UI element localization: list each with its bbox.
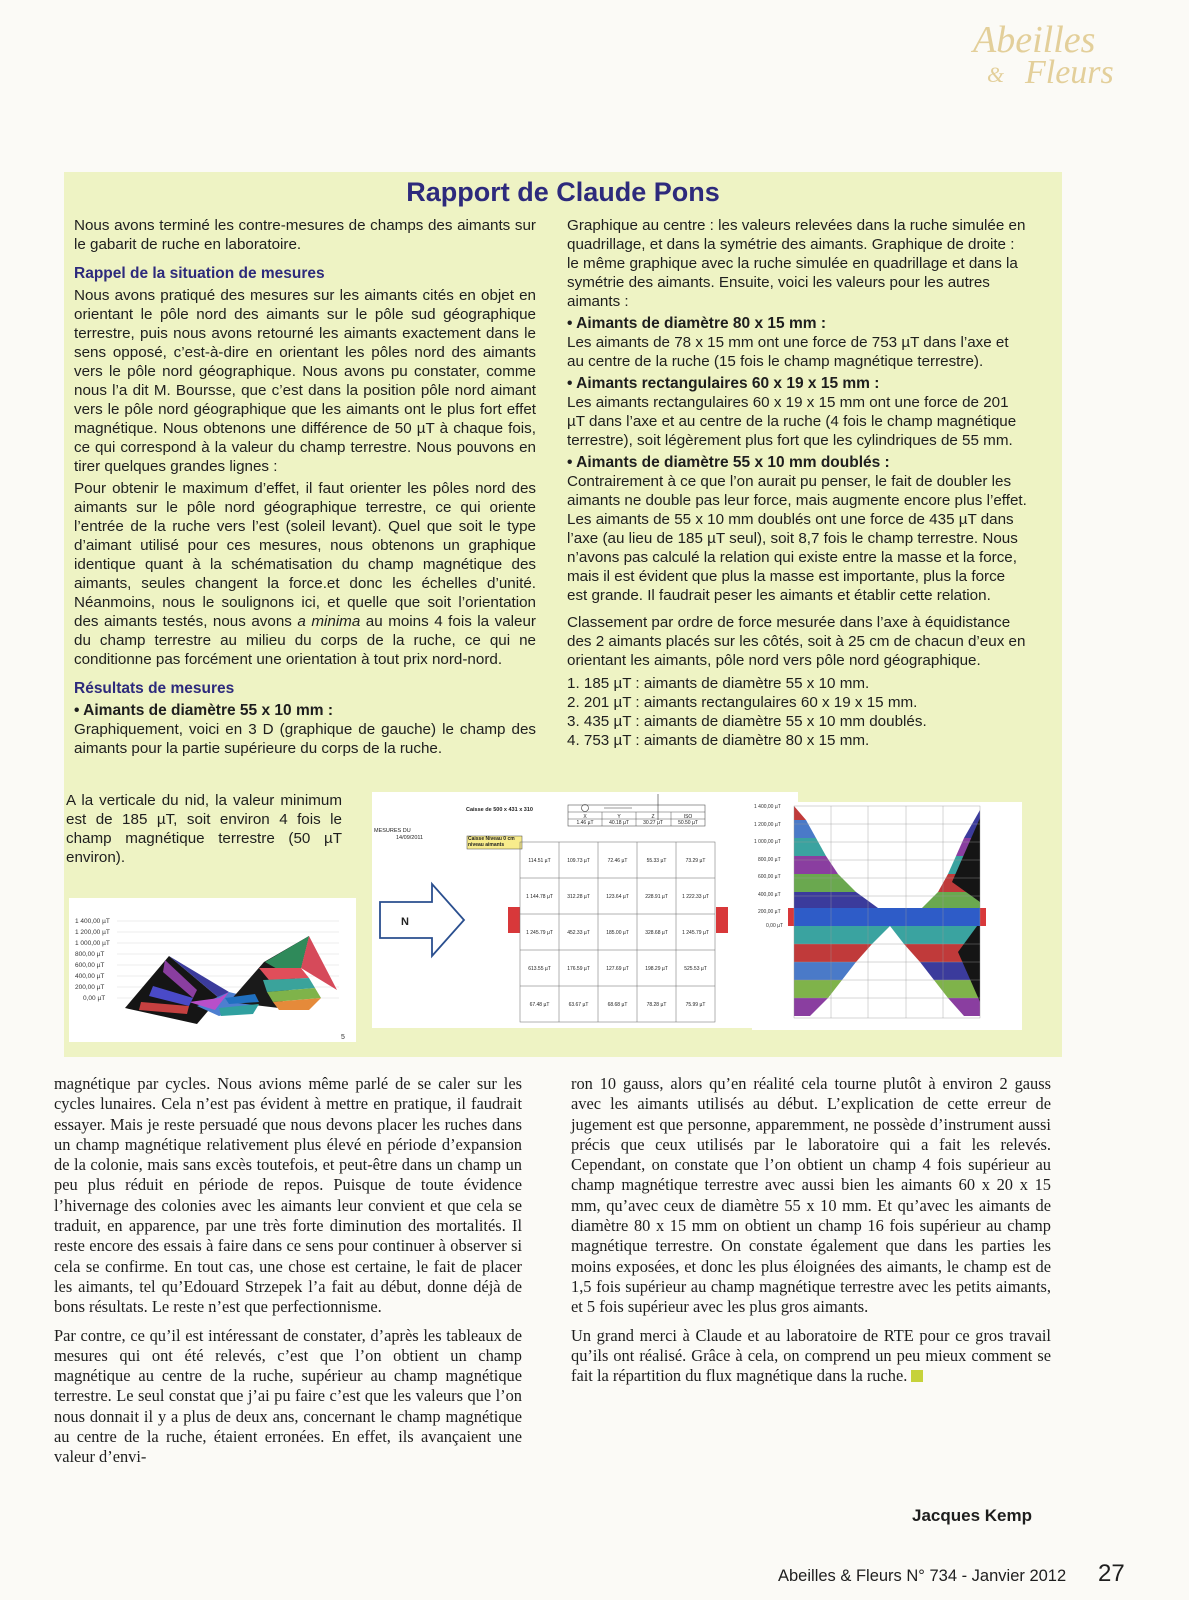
- author-signature: Jacques Kemp: [912, 1506, 1032, 1525]
- header-label: X: [583, 814, 587, 820]
- north-label: N: [401, 916, 409, 928]
- ranking-item: 2. 201 µT : aimants rectangulaires 60 x 19 x 15 mm.: [567, 694, 918, 711]
- result-rect-title: • Aimants rectangulaires 60 x 19 x 15 mm :: [567, 375, 880, 392]
- grid-cell-value: 114.51 µT: [528, 858, 551, 864]
- paragraph-rappel: Nous avons pratiqué des mesures sur les aimants cités en objet en orientant le pôle nord des aimants sur le pôle sud géographique terrestre, puis nous avons retourné les aimants exactement dans le sens opposé, c’est-à-dire en orientant les pôles nord des aimants vers le pôle nord géographique. Nous avons pu constater, comme nous l’a dit M. Boursse, que c’est dans la position pôle nord aimant vers le pôle nord géographique que les aimants ont le plus fort effet magnétique. Nous obtenons une différence de 50 µT à chaque fois, ce qui correspond à la valeur du champ terrestre. Nous pouvons en tirer quelques grandes lignes :: [74, 287, 536, 475]
- emphasis-a-minima: a minima: [297, 613, 361, 630]
- article-column-right: [571, 1074, 1051, 1394]
- y-tick-label: 0,00 µT: [83, 995, 106, 1002]
- field-bands: [788, 806, 986, 1016]
- y-tick-label: 400,00 µT: [758, 892, 781, 898]
- mesures-label: MESURES DU: [374, 828, 411, 834]
- logo-word-fleurs: Fleurs: [1025, 54, 1114, 91]
- ranking-list: [567, 674, 1029, 750]
- grid-cell-value: 525.53 µT: [684, 966, 707, 972]
- north-arrow-icon: [380, 884, 464, 956]
- grid-cell-value: 1 245.79 µT: [682, 930, 709, 936]
- ranking-item: 4. 753 µT : aimants de diamètre 80 x 15 mm.: [567, 732, 870, 749]
- logo-word-abeilles: Abeilles: [973, 19, 1096, 61]
- grid-cell-value: 1 245.79 µT: [526, 930, 553, 936]
- page-number: 27: [1098, 1560, 1125, 1587]
- surface-3d: [125, 936, 337, 1024]
- header-value: 50.50 µT: [678, 820, 698, 826]
- report-column-left: [74, 216, 536, 761]
- table-caption: Caisse de 500 x 431 x 310: [466, 807, 533, 813]
- graph-description: Graphique au centre : les valeurs relevées dans la ruche simulée en quadrillage, et dans la symétrie des aimants. Graphique de droite : le même graphique avec la ruche simulée en quadrillage et dans la symétrie des aimants. Ensuite, voici les valeurs pour les autres aimants :: [567, 217, 1026, 310]
- grid-cell-value: 63.67 µT: [568, 1002, 589, 1008]
- header-value: 40.18 µT: [609, 820, 629, 826]
- y-tick-label: 800,00 µT: [758, 857, 781, 863]
- y-tick-label: 800,00 µT: [75, 951, 105, 958]
- y-tick-label: 1 200,00 µT: [754, 822, 781, 828]
- y-tick-label: 1 200,00 µT: [75, 929, 110, 936]
- result-double-text: Contrairement à ce que l’on aurait pu penser, le fait de doubler les aimants ne double pas leur force, mais augmente encore plus l’effet. Les aimants de 55 x 10 mm doublés ont une force de 435 µT dans l’axe (au lieu de 185 µT seul), soit 8,7 fois le champ terrestre. Nous n’avons pas calculé la relation qui existe entre la masse et la force, mais il est évident que plus la masse est importante, plus la force est grande. Il faudrait peser les aimants et établir cette relation.: [567, 473, 1027, 604]
- paragraph-orientation-b: au moins 4 fois la valeur du champ terrestre au milieu du corps de la ruche, ce qui ne conditionne pas forcément une orientation à tout prix nord-nord.: [74, 613, 536, 668]
- graph-table-center: [372, 792, 798, 1028]
- header-value: 1.46 µT: [576, 820, 594, 826]
- y-tick-label: 400,00 µT: [75, 973, 105, 980]
- y-tick-label: 600,00 µT: [758, 874, 781, 880]
- result-55x10-note: [66, 791, 342, 870]
- y-tick-label: 1 400,00 µT: [754, 804, 781, 810]
- header-label: Y: [617, 814, 621, 820]
- article-paragraph: magnétique par cycles. Nous avions même parlé de se caler sur les cycles lunaires. Cela n’est pas évident à mettre en pratique, il faudrait essayer. Mais je reste persuadé que nous devons placer les ruches dans un champ magnétique relativement plus élevé en période d’expansion de la colonie, mais sans excès toutefois, et peut-être dans un champ un peu plus réduit en période de repos. Puisque de toute évidence l’hivernage des colonies avec les aimants leur convient et que cela se traduit, en apparence, par une très forte diminution des mortalités. Il reste encore des essais à faire dans ce sens pour continuer à observer si cela se confirme. En tout cas, une chose est certaine, le fait de placer les aimants, tel qu’Edouard Strzepek l’a fait au début, donne déjà de bons résultats. Le reste n’est que perfectionnisme.: [54, 1074, 522, 1317]
- graph-3d-left: [69, 898, 356, 1042]
- report-column-right: [567, 216, 1029, 750]
- result-80x15-title: • Aimants de diamètre 80 x 15 mm :: [567, 315, 826, 332]
- grid-cell-value: 75.99 µT: [685, 1002, 706, 1008]
- article-paragraph: [571, 1326, 1051, 1387]
- magazine-logo: [965, 18, 1135, 98]
- article-column-left: [54, 1074, 522, 1476]
- intro-paragraph: Nous avons terminé les contre-mesures de champs des aimants sur le gabarit de ruche en laboratoire.: [74, 217, 536, 253]
- legend-text: Caisse Niveau 0 cm niveau aimants: [468, 836, 515, 848]
- end-square-icon: [911, 1370, 923, 1382]
- y-tick-label: 1 400,00 µT: [75, 918, 110, 925]
- result-80x15-text: Les aimants de 78 x 15 mm ont une force de 753 µT dans l’axe et au centre de la ruche (15 fois le champ magnétique terrestre).: [567, 334, 1009, 370]
- grid-cell-value: 613.55 µT: [528, 966, 551, 972]
- y-tick-label: 0,00 µT: [766, 923, 784, 929]
- grid-cell-value: 127.69 µT: [606, 966, 629, 972]
- grid-cell-value: 228.91 µT: [645, 894, 668, 900]
- article-paragraph: ron 10 gauss, alors qu’en réalité cela tourne plutôt à environ 2 gauss avec les aimants utilisés au début. L’explication de cette erreur de jugement est que personne, apparemment, ne possède d’instrument aussi précis que ceux utilisés par le laboratoire qui a fait les relevés. Cependant, on constate que l’on obtient un champ 4 fois supérieur au champ magnétique terrestre avec aussi bien les aimants 60 x 20 x 15 mm, qu’avec ceux de diamètre 55 x 10 mm. Et qu’avec les aimants de diamètre 80 x 15 mm on obtient un champ 16 fois supérieur au champ magnétique terrestre. On constate également que dans les parties les moins exposées, et donc les plus éloignées des aimants, le champ est de 1,5 fois supérieur au champ magnétique terrestre avec les petits aimants, et 5 fois supérieur avec les plus gros aimants.: [571, 1074, 1051, 1317]
- result-rect-text: Les aimants rectangulaires 60 x 19 x 15 mm ont une force de 201 µT dans l’axe et au centre de la ruche (4 fois le champ magnétique terrestre), soit légèrement plus fort que les cylindriques de 55 mm.: [567, 394, 1017, 449]
- logo-ampersand: &: [987, 62, 1005, 87]
- grid-cell-value: 73.29 µT: [685, 858, 706, 864]
- article-closing-text: Un grand merci à Claude et au laboratoire de RTE pour ce gros travail qu’ils ont réalisé. Grâce à cela, on comprend un peu mieux comment se fait la répartition du flux magnétique dans la ruche.: [571, 1325, 1051, 1386]
- result-55x10-title: • Aimants de diamètre 55 x 10 mm :: [74, 702, 333, 719]
- header-value: 30.27 µT: [643, 820, 663, 826]
- grid-cell-value: 78.28 µT: [646, 1002, 667, 1008]
- heading-resultats: Résultats de mesures: [74, 680, 235, 697]
- grid-cell-value: 312.28 µT: [567, 894, 590, 900]
- magnet-left: [508, 907, 520, 933]
- result-55x10-minimum: A la verticale du nid, la valeur minimum est de 185 µT, soit environ 4 fois le champ magnétique terrestre (50 µT environ).: [66, 792, 342, 866]
- grid-cell-value: 328.68 µT: [645, 930, 668, 936]
- grid-cell-value: 68.68 µT: [607, 1002, 628, 1008]
- y-tick-label: 1 000,00 µT: [754, 839, 781, 845]
- magnet-right: [716, 907, 728, 933]
- y-tick-label: 600,00 µT: [75, 962, 105, 969]
- grid-cell-value: 185.00 µT: [606, 930, 629, 936]
- paragraph-orientation: [74, 479, 536, 669]
- header-label: ISO: [683, 814, 693, 820]
- result-55x10-text: Graphiquement, voici en 3 D (graphique de gauche) le champ des aimants pour la partie supérieure du corps de la ruche.: [74, 721, 536, 757]
- grid-cell-value: 198.29 µT: [645, 966, 668, 972]
- article-paragraph: Par contre, ce qu’il est intéressant de constater, d’après les tableaux de mesures qui ont été relevés, c’est que l’on obtient un champ magnétique au centre de la ruche, supérieur au champ magnétique terrestre. Le seul constat que j’ai pu faire c’est que les valeurs que l’on nous donnait il y a plus de deux ans, concernant le champ magnétique au centre de la ruche, étaient erronées. En effet, ils avançaient une valeur d’envi-: [54, 1325, 522, 1467]
- y-tick-label: 200,00 µT: [758, 909, 781, 915]
- grid-cell-value: 1 144.78 µT: [526, 894, 553, 900]
- heading-rappel: Rappel de la situation de mesures: [74, 265, 325, 282]
- grid-cell-value: 1 222.33 µT: [682, 894, 709, 900]
- graph-field-right: [752, 802, 1022, 1030]
- corner-label: 5: [341, 1034, 345, 1041]
- grid-cell-value: 72.46 µT: [607, 858, 628, 864]
- date-label: 14/09/2011: [396, 835, 424, 841]
- paragraph-orientation-a: Pour obtenir le maximum d’effet, il faut orienter les pôles nord des aimants sur le pôle nord géographique terrestre, ce qui oriente l’entrée de la ruche vers l’est (soleil levant). Quel que soit le type d’aimant utilisé pour ces mesures, nous obtenons un graphique identique quant à la schématisation du champ magnétique des aimants, seules changent la force.et donc les échelles d’unité. Néanmoins, nous le soulignons ici, et quelle que soit l’orientation des aimants testés, nous avons: [74, 480, 536, 630]
- grid-cell-value: 452.33 µT: [567, 930, 590, 936]
- footer-text: Abeilles & Fleurs N° 734 - Janvier 2012: [778, 1567, 1067, 1585]
- ranking-intro: Classement par ordre de force mesurée dans l’axe à équidistance des 2 aimants placés sur les côtés, soit à 25 cm de chacun d’eux en orientant les aimants, pôle nord vers pôle nord géographique.: [567, 614, 1026, 669]
- report-box: [64, 172, 1062, 1057]
- ranking-item: 3. 435 µT : aimants de diamètre 55 x 10 mm doublés.: [567, 713, 927, 730]
- grid-cell-value: 67.48 µT: [529, 1002, 550, 1008]
- measure-values: [526, 858, 709, 1008]
- ranking-item: 1. 185 µT : aimants de diamètre 55 x 10 mm.: [567, 675, 870, 692]
- grid-cell-value: 55.33 µT: [646, 858, 667, 864]
- header-label: Z: [651, 814, 655, 820]
- y-tick-label: 1 000,00 µT: [75, 940, 110, 947]
- grid-cell-value: 123.64 µT: [606, 894, 629, 900]
- grid-cell-value: 176.59 µT: [567, 966, 590, 972]
- result-double-title: • Aimants de diamètre 55 x 10 mm doublés :: [567, 454, 890, 471]
- y-tick-label: 200,00 µT: [75, 984, 105, 991]
- grid-cell-value: 109.73 µT: [567, 858, 590, 864]
- report-title: Rapport de Claude Pons: [406, 177, 720, 207]
